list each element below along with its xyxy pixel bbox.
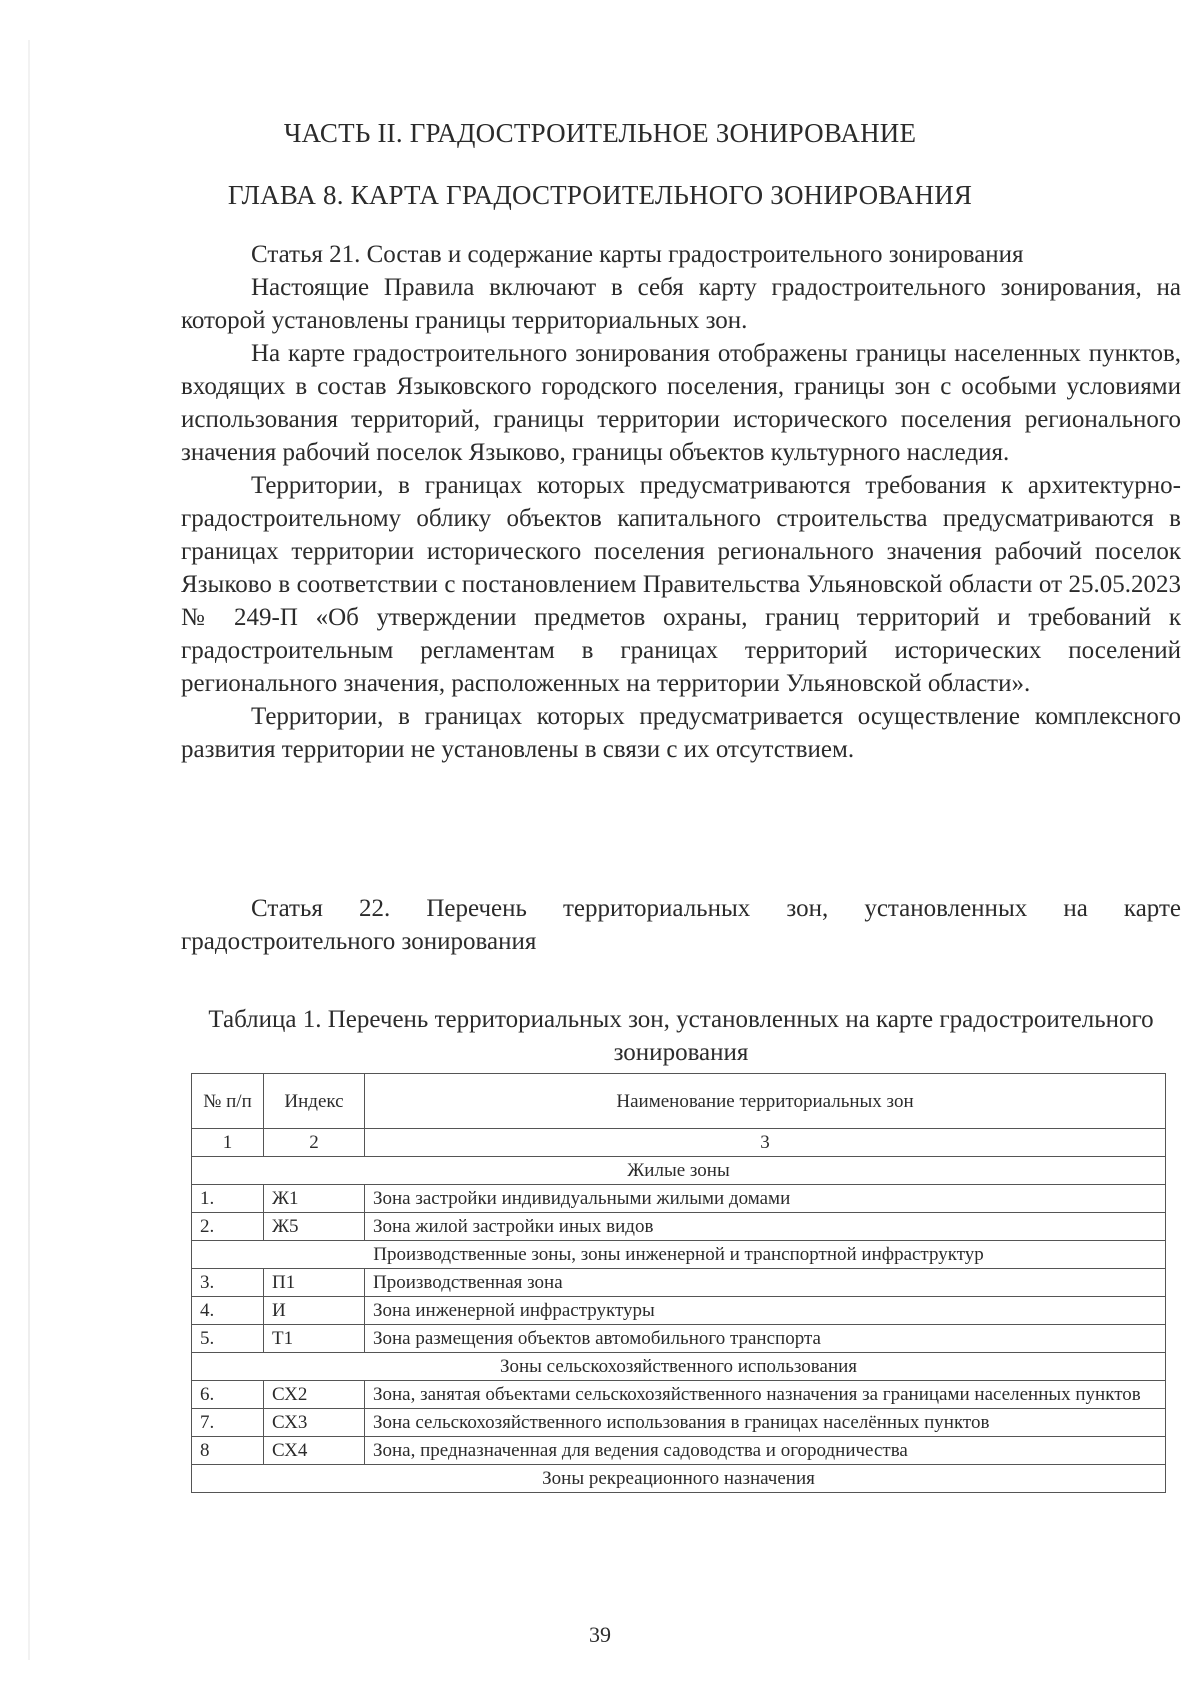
row-number: 3. [192,1269,264,1297]
article-21-heading: Статья 21. Состав и содержание карты градостроительного зонирования [251,241,1024,268]
row-index: Ж5 [264,1213,365,1241]
row-zone-name: Зона, предназначенная для ведения садоводства и огородничества [365,1437,1166,1465]
table-header-row [192,1074,1166,1129]
row-zone-name: Зона жилой застройки иных видов [365,1213,1166,1241]
header-zone-name: Наименование территориальных зон [365,1074,1166,1129]
article-22 [181,892,1181,958]
scan-edge-shadow [28,40,30,1660]
row-number: 7. [192,1409,264,1437]
row-index: Т1 [264,1325,365,1353]
zones-table [191,1073,1166,1493]
header-index: Индекс [264,1074,365,1129]
table-row [192,1297,1166,1325]
row-index: СХ2 [264,1381,365,1409]
group-title: Зоны сельскохозяйственного использования [192,1353,1166,1381]
table-row [192,1381,1166,1409]
row-index: СХ4 [264,1437,365,1465]
group-title: Зоны рекреационного назначения [192,1465,1166,1493]
table-caption: Таблица 1. Перечень территориальных зон, установленных на карте градостроительного зонирования [208,1006,1154,1066]
row-number: 6. [192,1381,264,1409]
page-number: 39 [589,1622,611,1647]
group-row [192,1241,1166,1269]
chapter-title: ГЛАВА 8. КАРТА ГРАДОСТРОИТЕЛЬНОГО ЗОНИРОВАНИЯ [227,180,973,210]
row-number: 1. [192,1185,264,1213]
group-row [192,1465,1166,1493]
group-row [192,1353,1166,1381]
table-row [192,1185,1166,1213]
article-21-paragraph: Настоящие Правила включают в себя карту градостроительного зонирования, на которой установлены границы территориальных зон. [181,274,1181,334]
row-zone-name: Зона инженерной инфраструктуры [365,1297,1166,1325]
column-number: 1 [192,1129,264,1157]
row-index: И [264,1297,365,1325]
article-22-heading: Статья 22. Перечень территориальных зон, установленных на карте градостроительного зонирования [181,895,1181,955]
row-zone-name: Зона, занятая объектами сельскохозяйственного назначения за границами населенных пунктов [365,1381,1166,1409]
group-row [192,1157,1166,1185]
table-row [192,1269,1166,1297]
row-index: СХ3 [264,1409,365,1437]
article-21-paragraph: Территории, в границах которых предусматривается осуществление комплексного развития территории не установлены в связи с их отсутствием. [181,703,1181,763]
column-number: 2 [264,1129,365,1157]
row-number: 4. [192,1297,264,1325]
part-title: ЧАСТЬ II. ГРАДОСТРОИТЕЛЬНОЕ ЗОНИРОВАНИЕ [283,118,917,148]
row-index: Ж1 [264,1185,365,1213]
table-row [192,1409,1166,1437]
table-row [192,1325,1166,1353]
group-title: Жилые зоны [192,1157,1166,1185]
row-zone-name: Производственная зона [365,1269,1166,1297]
column-number-row [192,1129,1166,1157]
row-zone-name: Зона сельскохозяйственного использования в границах населённых пунктов [365,1409,1166,1437]
row-zone-name: Зона размещения объектов автомобильного транспорта [365,1325,1166,1353]
group-title: Производственные зоны, зоны инженерной и транспортной инфраструктур [192,1241,1166,1269]
row-number: 8 [192,1437,264,1465]
row-zone-name: Зона застройки индивидуальными жилыми домами [365,1185,1166,1213]
table-row [192,1437,1166,1465]
article-21 [181,238,1181,766]
row-number: 5. [192,1325,264,1353]
row-index: П1 [264,1269,365,1297]
header-number: № п/п [192,1074,264,1129]
column-number: 3 [365,1129,1166,1157]
row-number: 2. [192,1213,264,1241]
table-row [192,1213,1166,1241]
article-21-paragraph: Территории, в границах которых предусматриваются требования к архитектурно-градостроительному облику объектов капитального строительства предусматриваются в границах территории исторического поселения регионального значения рабочий поселок Языково в соответствии с постановлением Правительства Ульяновской области от 25.05.2023 № 249-П «Об утверждении предметов охраны, границ территорий и требований к градостроительным регламентам в границах территорий исторических поселений регионального значения, расположенных на территории Ульяновской области». [181,472,1181,697]
article-21-paragraph: На карте градостроительного зонирования отображены границы населенных пунктов, входящих в состав Языковского городского поселения, границы зон с особыми условиями использования территорий, границы территории исторического поселения регионального значения рабочий поселок Языково, границы объектов культурного наследия. [181,340,1181,466]
